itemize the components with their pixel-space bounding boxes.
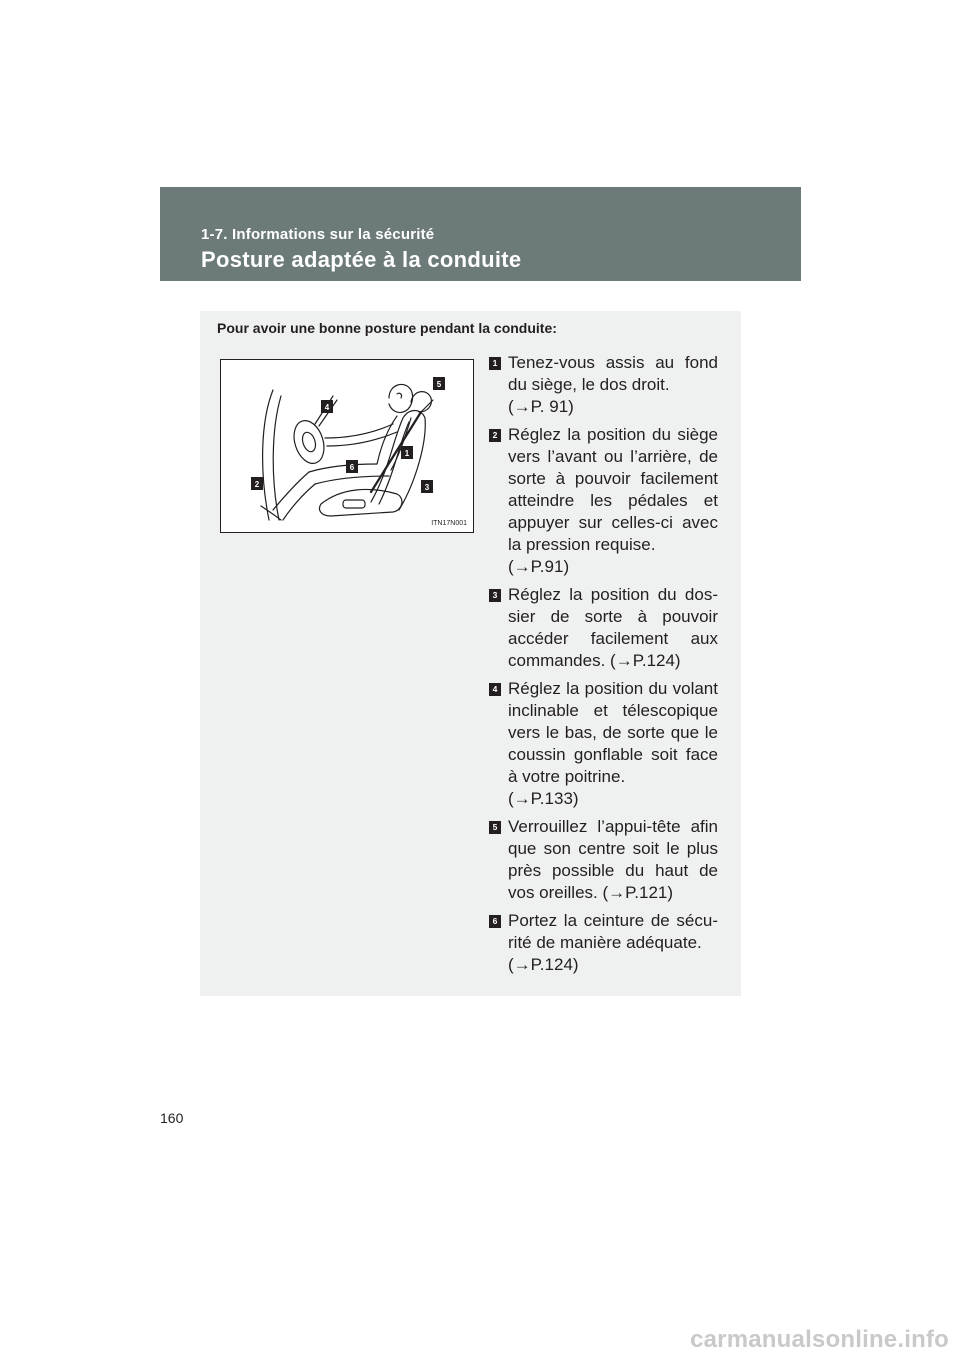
step-number-badge: 4 [489,683,501,696]
svg-text:4: 4 [324,403,330,412]
step-number-badge: 6 [489,915,501,928]
callout-5 [433,377,445,390]
step-text: Verrouillez l’appui-tête afin que son centre soit le plus près possible du haut de vos oreilles. (→P.121) [508,817,718,902]
page-number: 160 [160,1110,184,1126]
svg-text:2: 2 [254,480,260,489]
step-item [489,816,718,904]
page-reference: (→P.91) [508,557,570,576]
page-reference: (→P.133) [508,789,579,808]
callout-2 [251,477,263,490]
step-item [489,352,718,418]
step-number-badge: 5 [489,821,501,834]
step-text: Tenez-vous assis au fond du siège, le dos droit. [508,353,718,394]
step-item [489,678,718,810]
intro-text: Pour avoir une bonne posture pendant la conduite: [217,320,557,336]
step-text: Portez la ceinture de sécu-rité de manière adéquate. [508,911,718,952]
svg-text:6: 6 [349,463,355,472]
watermark: carmanualsonline.info [690,1326,949,1353]
page-reference: (→P. 91) [508,397,574,416]
svg-text:3: 3 [424,483,430,492]
content-box [200,311,741,996]
step-number-badge: 3 [489,589,501,602]
section-label: 1-7. Informations sur la sécurité [201,226,435,243]
callout-6 [346,460,358,473]
callout-1 [401,446,413,459]
step-text: Réglez la position du siège vers l’avant ou l’arrière, de sorte à pouvoir facilement atteindre les pédales et appuyer sur celles-ci avec la pression requise. [508,425,718,554]
page-title: Posture adaptée à la conduite [201,247,522,272]
driving-posture-illustration [220,359,474,533]
step-number-badge: 2 [489,429,501,442]
step-item [489,424,718,578]
driver-seated-drawing [221,360,473,532]
posture-steps-list [489,352,718,982]
callout-3 [421,480,433,493]
step-number-badge: 1 [489,357,501,370]
figure-code: ITN17N001 [431,520,467,527]
callout-4 [321,400,333,413]
step-item [489,910,718,976]
step-item [489,584,718,672]
section-header [160,187,801,281]
svg-text:1: 1 [404,449,410,458]
step-text: Réglez la position du volant inclinable et télescopique vers le bas, de sorte que le coussin gonflable soit face à votre poitrine. [508,679,718,786]
step-text: Réglez la position du dos-sier de sorte à pouvoir accéder facilement aux commandes. (→P.124) [508,585,718,670]
svg-text:5: 5 [436,380,442,389]
page-reference: (→P.124) [508,955,579,974]
